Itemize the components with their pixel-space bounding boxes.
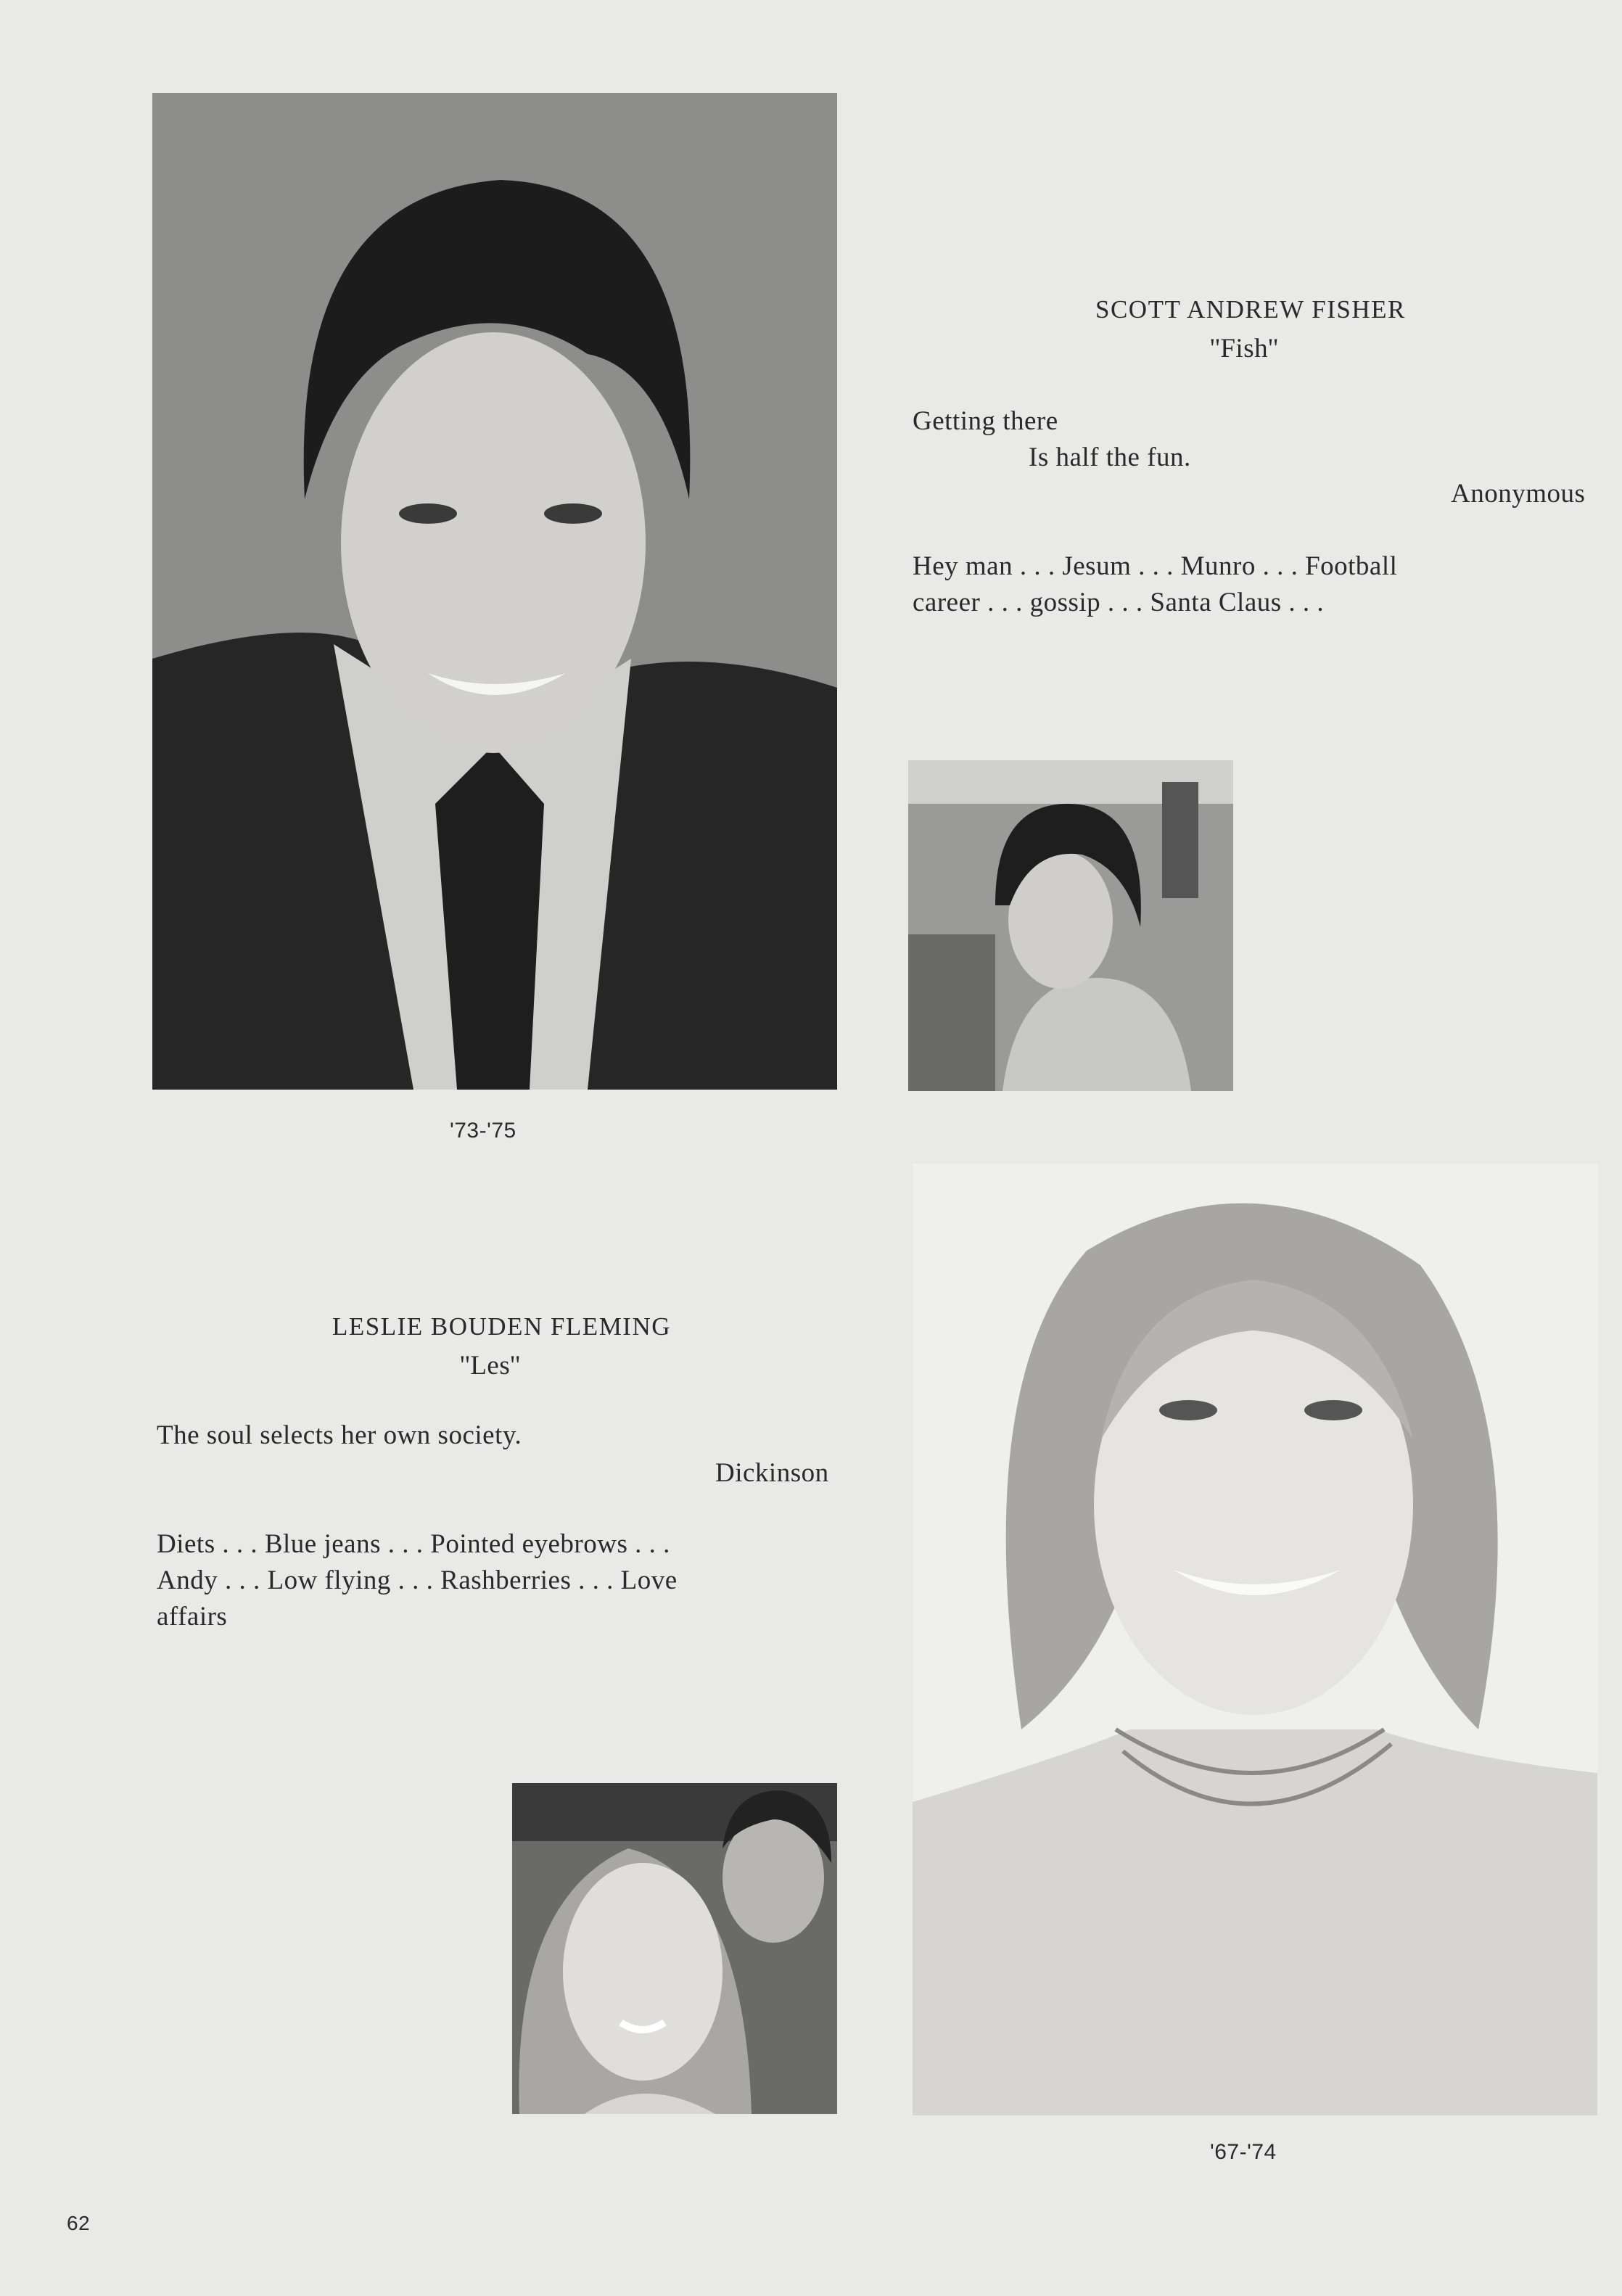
memories-line: affairs <box>157 1602 228 1632</box>
leslie-candid-photo <box>512 1783 837 2114</box>
years-attended: '73-'75 <box>450 1119 516 1143</box>
years-attended: '67-'74 <box>1210 2140 1277 2164</box>
student-name: LESLIE BOUDEN FLEMING <box>332 1312 672 1341</box>
memories-line: Andy . . . Low flying . . . Rashberries . . . Love <box>157 1565 678 1595</box>
scott-candid-photo <box>908 760 1233 1091</box>
quote-line: Getting there <box>913 406 1058 436</box>
memories-line: Hey man . . . Jesum . . . Munro . . . Football <box>913 551 1398 581</box>
quote-author: Dickinson <box>715 1458 829 1488</box>
scott-portrait-photo <box>152 93 837 1090</box>
memories-line: Diets . . . Blue jeans . . . Pointed eyebrows . . . <box>157 1529 670 1559</box>
memories-line: career . . . gossip . . . Santa Claus . . . <box>913 588 1325 617</box>
student-nickname: ''Les'' <box>460 1351 521 1381</box>
quote-line: Is half the fun. <box>1029 443 1191 472</box>
student-nickname: ''Fish'' <box>1210 334 1279 363</box>
student-name: SCOTT ANDREW FISHER <box>1095 295 1406 324</box>
page-number: 62 <box>67 2212 91 2234</box>
leslie-portrait-photo <box>913 1164 1597 2115</box>
quote-line: The soul selects her own society. <box>157 1420 522 1450</box>
quote-author: Anonymous <box>1451 479 1586 509</box>
